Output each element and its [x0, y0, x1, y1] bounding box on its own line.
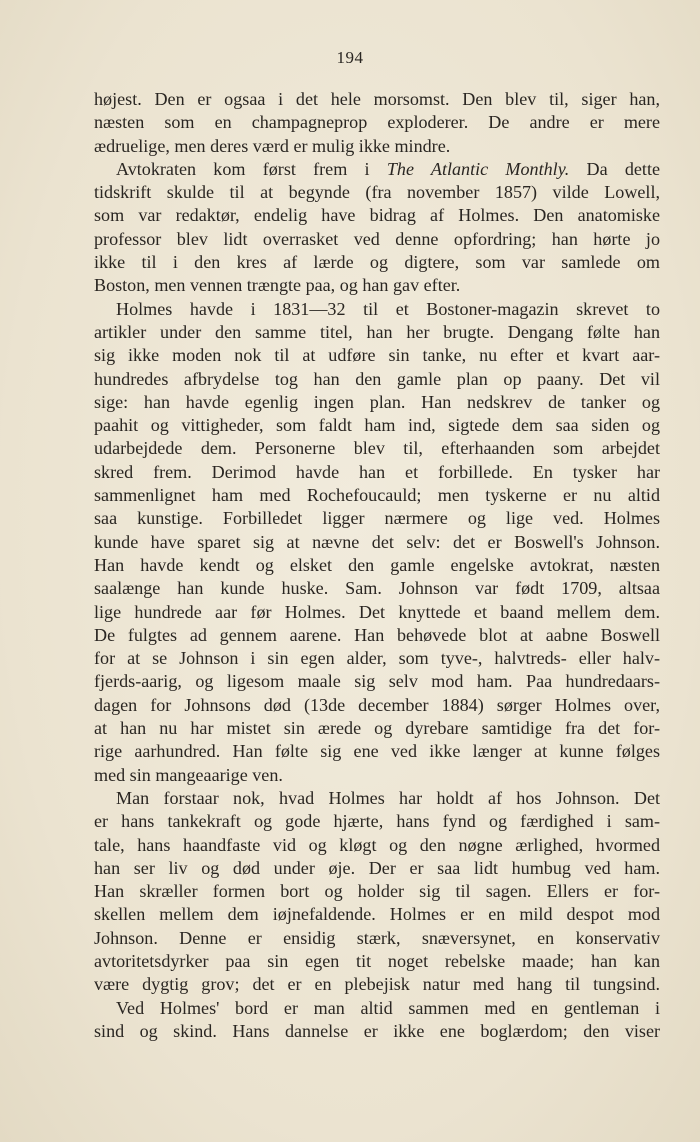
text-line: Johnson. Denne er ensidig stærk, snæversynet, en konservativ: [94, 927, 660, 948]
page-number: 194: [336, 48, 364, 67]
text-line: artikler under den samme titel, han her brugte. Dengang følte han: [94, 321, 660, 342]
text-segment: Da dette: [569, 158, 661, 179]
text-line: Ved Holmes' bord er man altid sammen med en gentleman i: [116, 997, 660, 1018]
text-line: Holmes havde i 1831—32 til et Bostoner-magazin skrevet to: [116, 298, 660, 319]
text-line: tale, hans haandfaste vid og kløgt og den nøgne ærlighed, hvormed: [94, 834, 660, 855]
text-line: saa kunstige. Forbilledet ligger nærmere og lige ved. Holmes: [94, 508, 660, 529]
text-line: højest. Den er ogsaa i det hele morsomst. Den blev til, siger han,: [94, 89, 660, 109]
text-line: som var redaktør, endelig have bidrag af Holmes. Den anatomiske: [94, 205, 660, 226]
text-line: sind og skind. Hans dannelse er ikke ene boglærdom; den viser: [94, 1020, 660, 1041]
text-line: med sin mangeaarige ven.: [94, 764, 283, 785]
text-line: saalænge han kunde huske. Sam. Johnson var født 1709, altsaa: [94, 578, 660, 599]
text-line: paahit og vittigheder, som faldt ham ind, sigtede dem saa siden og: [94, 415, 660, 436]
text-line: sig ikke moden nok til at udføre sin tanke, nu efter et kvart aar-: [94, 345, 660, 366]
text-line: kunde have sparet sig at nævne det selv: det er Boswell's Johnson.: [94, 531, 660, 552]
text-line: [94, 158, 660, 181]
text-line: han ser liv og død under øje. Der er saa lidt humbug ved ham.: [94, 857, 660, 878]
text-line: næsten som en champagneprop exploderer. De andre er mere: [94, 112, 660, 133]
text-line: være dygtig grov; det er en plebejisk natur med hang til tungsind.: [94, 974, 660, 995]
text-line: skellen mellem dem iøjnefaldende. Holmes er en mild despot mod: [94, 904, 660, 925]
text-line: lige hundrede aar før Holmes. Det knyttede et baand mellem dem.: [94, 601, 660, 622]
text-line: fjerds-aarig, og ligesom maale sig selv mod ham. Paa hundredaars-: [94, 671, 660, 692]
text-line: tidskrift skulde til at begynde (fra november 1857) vilde Lowell,: [94, 182, 660, 203]
text-line: sige: han havde egenlig ingen plan. Han nedskrev de tanker og: [94, 391, 660, 412]
journal-title: The Atlantic Monthly.: [386, 158, 570, 179]
body-text: [94, 88, 660, 1043]
text-line: rige aarhundred. Han følte sig ene ved ikke længer at kunne følges: [94, 741, 660, 762]
text-line: for at se Johnson i sin egen alder, som tyve-, halvtreds- eller halv-: [94, 648, 660, 669]
text-line: avtoritetsdyrker paa sin egen tit noget rebelske maade; han kan: [94, 950, 660, 971]
text-line: ikke til i den kres af lærde og digtere, som var samlede om: [94, 252, 660, 273]
text-line: Man forstaar nok, hvad Holmes har holdt af hos Johnson. Det: [116, 787, 660, 808]
text-line: De fulgtes ad gennem aarene. Han behøvede blot at aabne Boswell: [94, 624, 660, 645]
text-line: dagen for Johnsons død (13de december 1884) sørger Holmes over,: [94, 694, 660, 715]
text-line: Han skræller formen bort og holder sig til sagen. Ellers er for-: [94, 881, 660, 902]
text-line: skred frem. Derimod havde han et forbillede. En tysker har: [94, 461, 660, 482]
text-line: udarbejdede dem. Personerne blev til, efterhaanden som arbejdet: [94, 438, 660, 459]
text-line: ædruelige, men deres værd er mulig ikke mindre.: [94, 135, 451, 156]
text-line: hundredes afbrydelse tog han den gamle plan op paany. Det vil: [94, 368, 660, 389]
text-line: er hans tankekraft og gode hjærte, hans fynd og færdighed i sam-: [94, 811, 660, 832]
text-line: at han nu har mistet sin ærede og dyrebare samtidige fra det for-: [94, 718, 660, 739]
text-line: professor blev lidt overrasket ved denne opfordring; han hørte jo: [94, 228, 660, 249]
text-line: Boston, men vennen trængte paa, og han gav efter.: [94, 275, 461, 296]
text-line: sammenlignet ham med Rochefoucauld; men tyskerne er nu altid: [94, 485, 660, 506]
text-segment: Avtokraten kom først frem i: [116, 158, 387, 179]
text-line: Han havde kendt og elsket den gamle engelske avtokrat, næsten: [94, 554, 660, 575]
